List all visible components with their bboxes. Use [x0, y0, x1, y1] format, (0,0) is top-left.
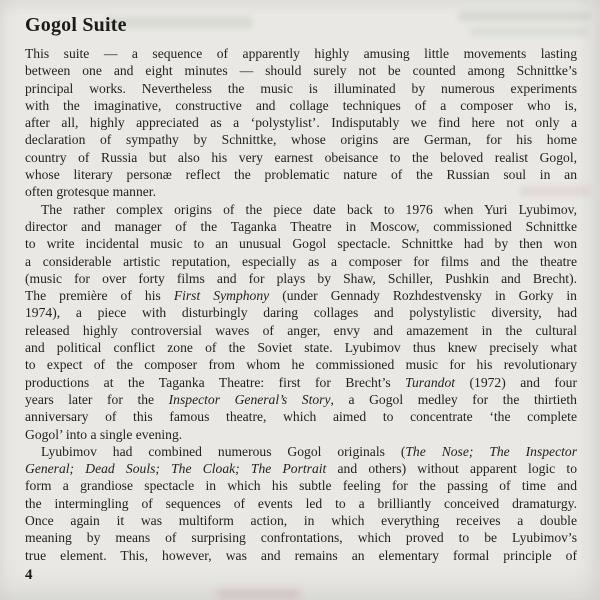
text-line: the intermingling of sequences of events led to a brilliantly conceived dramaturgy. [25, 495, 577, 511]
text-line: and political conflict zone of the Soviet state. Lyubimov thus knew precisely what [25, 340, 577, 356]
text-line: This suite — a sequence of apparently highly amusing little movements lasting [25, 46, 577, 61]
text-line: with the imaginative, constructive and collage techniques of a composer who is, [25, 97, 577, 113]
text-line: to expect of the composer from whom he commissioned music for his revolutionary [25, 357, 577, 373]
page-number: 4 [25, 567, 33, 583]
text-line: productions at the Taganka Theatre: first for Brecht’s Turandot (1972) and four [25, 374, 577, 390]
text-line: released highly controversial waves of anger, envy and amazement in the cultural [25, 322, 577, 338]
paragraph [25, 45, 577, 201]
text-line: whose literary personæ reflect the problematic nature of the Russian soul in an [25, 167, 577, 183]
text-line: form a grandiose spectacle in which his subtle feeling for the passing of time and [25, 478, 577, 494]
text-line: principal works. Nevertheless the music is illuminated by numerous experiments [25, 80, 577, 96]
text-line: director and manager of the Taganka Theatre in Moscow, commissioned Schnittke [25, 218, 577, 234]
text-line: Gogol’ into a single evening. [25, 426, 183, 442]
text-line: anniversary of this famous theatre, which aimed to concentrate ‘the complete [25, 409, 577, 425]
text-line: declaration of sympathy by Schnittke, whose origins are German, for his home [25, 132, 577, 148]
text-line: country of Russia but also his very earnest obeisance to the beloved realist Gogol, [25, 149, 577, 165]
text-line: often grotesque manner. [25, 184, 156, 200]
showthrough-ghost [216, 589, 300, 598]
text-line: true element. This, however, was and remains an elementary formal principle of [25, 547, 577, 563]
text-line: (music for over forty films and for plays by Shaw, Schiller, Pushkin and Brecht). [25, 270, 577, 286]
text-line: years later for the Inspector General’s Story, a Gogol medley for the thirtieth [25, 391, 577, 407]
text-line: General; Dead Souls; The Cloak; The Portrait and others) without apparent logic to [25, 461, 577, 477]
text-line: after all, highly appreciated as a ‘polystylist’. Indisputably we find here not only a [25, 115, 577, 131]
paragraph [25, 201, 577, 443]
page-text-block [25, 13, 577, 564]
text-line: meaning by means of surprising confrontations, which proved to be Lyubimov’s [25, 530, 577, 546]
text-line: The rather complex origins of the piece date back to 1976 when Yuri Lyubimov, [41, 201, 577, 217]
text-line: Lyubimov had combined numerous Gogol originals (The Nose; The Inspector [41, 443, 577, 459]
text-line: Once again it was multiform action, in which everything receives a double [25, 513, 577, 529]
text-line: to write incidental music to an unusual Gogol spectacle. Schnittke had by then won [25, 236, 577, 252]
text-line: a considerable artistic reputation, especially as a composer for films and the theatre [25, 253, 577, 269]
text-line: The première of his First Symphony (under Gennady Rozhdestvensky in Gorky in [25, 288, 577, 304]
page-title: Gogol Suite [25, 14, 127, 36]
paragraph [25, 443, 577, 564]
text-line: 1974), a piece with disturbingly daring collages and polystylistic diversity, had [25, 305, 577, 321]
text-line: between one and eight minutes — should surely not be counted among Schnittke’s [25, 63, 577, 79]
